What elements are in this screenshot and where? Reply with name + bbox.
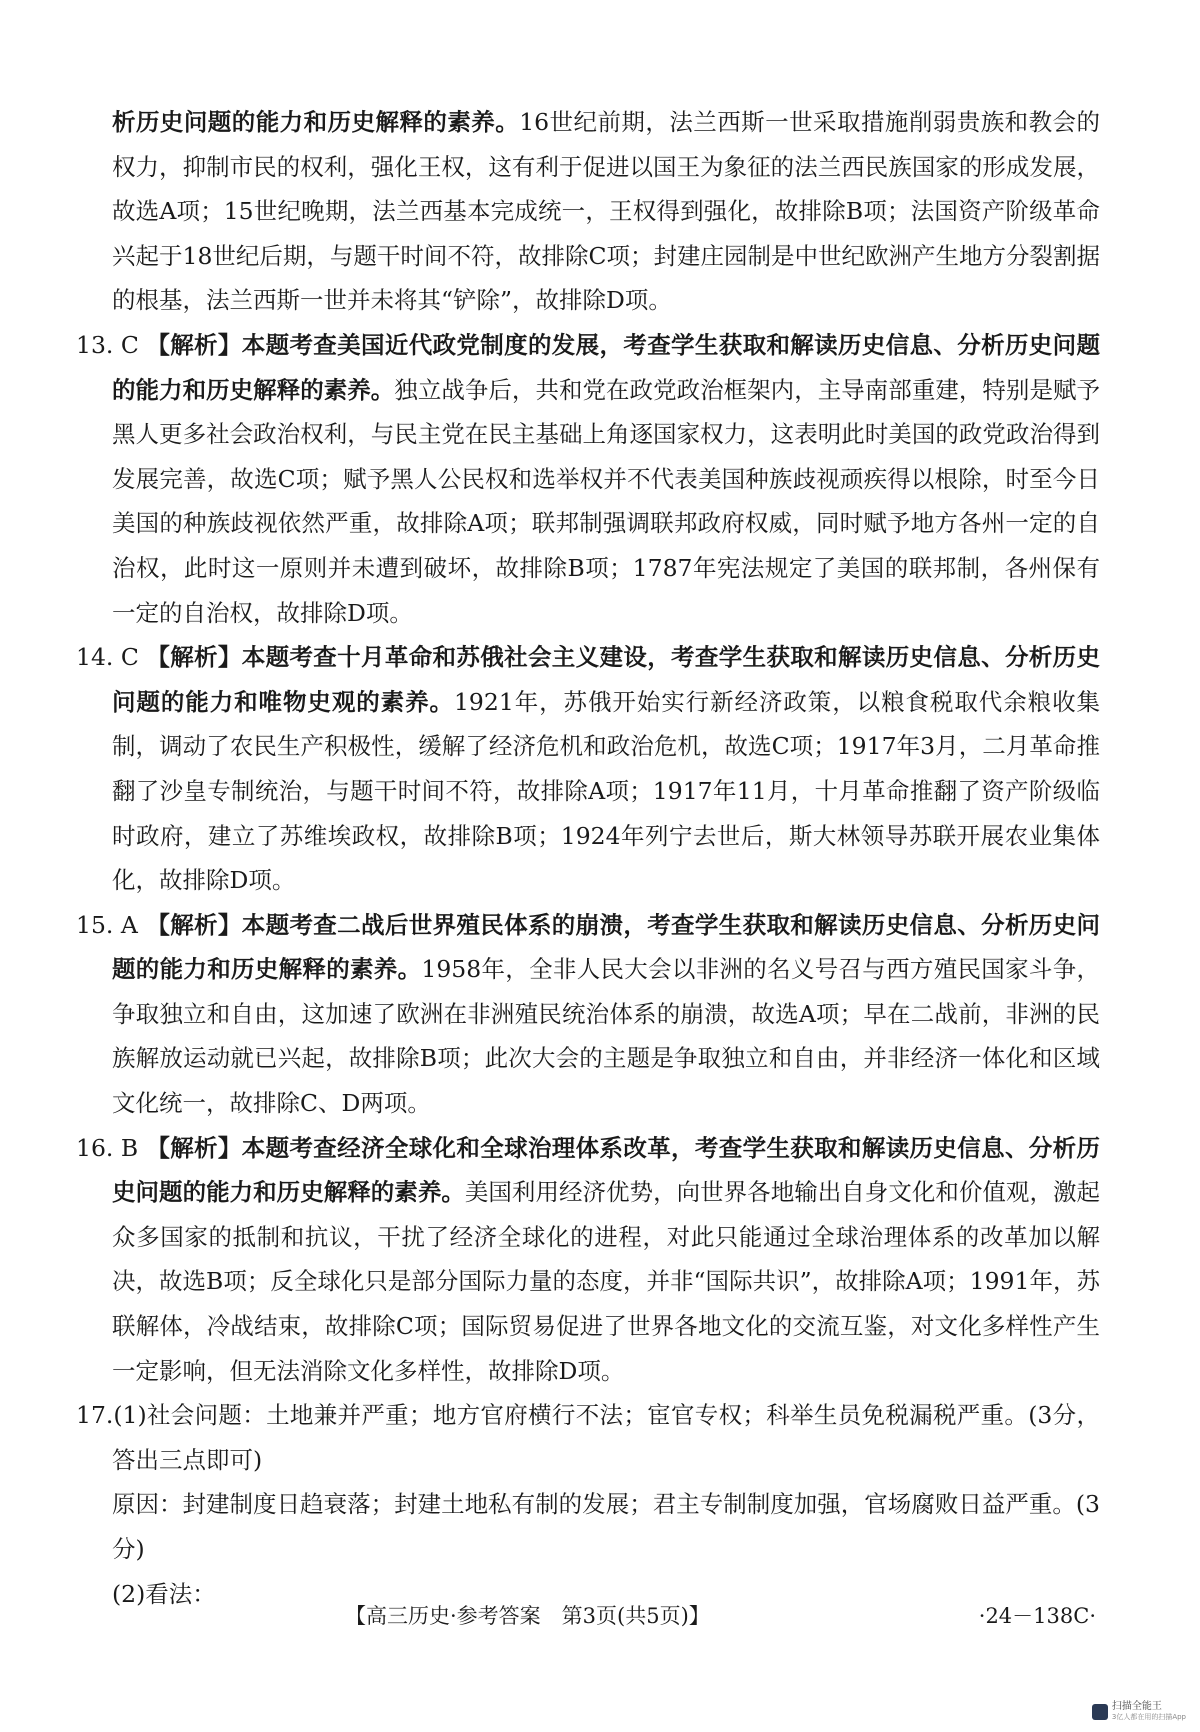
footer-paper-code: ·24－138C·: [978, 1604, 1096, 1628]
q12-continuation: [112, 100, 1100, 323]
answer-item-13: [76, 323, 1101, 635]
scanner-app-icon: [1092, 1704, 1108, 1720]
answer-analysis-body: 美国利用经济优势，向世界各地输出自身文化和价值观，激起众多国家的抵制和抗议，干扰了经济全球化的进程，对此只能通过全球治理体系的改革加以解决，故选B项；反全球化只是部分国际力量的态度，并非“国际共识”，故排除A项；1991年，苏联解体，冷战结束，故排除C项；国际贸易促进了世界各地文化的交流互鉴，对文化多样性产生一定影响，但无法消除文化多样性，故排除D项。: [112, 1178, 1101, 1385]
answer-number: 13. C: [76, 330, 139, 359]
q12-analysis-heading: 析历史问题的能力和历史解释的素养。: [112, 108, 520, 136]
page-footer: [0, 1598, 1200, 1634]
scanner-watermark: [1092, 1702, 1186, 1722]
footer-page-info: 【高三历史·参考答案 第3页(共5页)】: [345, 1604, 710, 1628]
answer-item-17: [76, 1393, 1100, 1482]
answer-analysis-heading: 【解析】本题考查经济全球化和全球治理体系改革，考查学生获取和解读历史信息、分析历史问题的能力和历史解释的素养。: [112, 1133, 1100, 1207]
answer-number: 14. C: [76, 643, 139, 672]
q17-part1: (1)社会问题：土地兼并严重；地方官府横行不法；宦官专权；科举生员免税漏税严重。(3分，答出三点即可): [112, 1401, 1100, 1474]
answer-analysis-heading: 【解析】本题考查美国近代政党制度的发展，考查学生获取和解读历史信息、分析历史问题的能力和历史解释的素养。: [112, 330, 1100, 404]
q17-reason: 原因：封建制度日趋衰落；封建土地私有制的发展；君主专制制度加强，官场腐败日益严重。(3分): [112, 1490, 1100, 1563]
answer-number: 15. A: [76, 910, 138, 939]
scanner-watermark-subtitle: 3亿人都在用的扫描App: [1111, 1713, 1186, 1721]
answer-analysis-body: 独立战争后，共和党在政党政治框架内，主导南部重建，特别是赋予黑人更多社会政治权利，与民主党在民主基础上角逐国家权力，这表明此时美国的政党政治得到发展完善，故选C项；赋予黑人公民权和选举权并不代表美国种族歧视顽疾得以根除，时至今日美国的种族歧视依然严重，故排除A项；联邦制强调联邦政府权威，同时赋予地方各州一定的自治权，此时这一原则并未遭到破坏，故排除B项；1787年宪法规定了美国的联邦制，各州保有一定的自治权，故排除D项。: [112, 375, 1101, 627]
answer-item-14: [76, 635, 1100, 903]
answer-item-16: [76, 1126, 1101, 1394]
answer-analysis-heading: 【解析】本题考查十月革命和苏俄社会主义建设，考查学生获取和解读历史信息、分析历史问题的能力和唯物史观的素养。: [112, 643, 1100, 716]
answer-number: 17.: [76, 1401, 114, 1430]
answer-number: 16. B: [76, 1133, 139, 1162]
scanner-watermark-text: [1112, 1702, 1186, 1722]
answer-analysis-heading: 【解析】本题考查二战后世界殖民体系的崩溃，考查学生获取和解读历史信息、分析历史问题的能力和历史解释的素养。: [112, 910, 1100, 984]
q17-part2: (2)看法：: [112, 1579, 216, 1608]
answer-analysis-body: 1921年，苏俄开始实行新经济政策，以粮食税取代余粮收集制，调动了农民生产积极性，缓解了经济危机和政治危机，故选C项；1917年3月，二月革命推翻了沙皇专制统治，与题干时间不符，故排除A项；1917年11月，十月革命推翻了资产阶级临时政府，建立了苏维埃政权，故排除B项；1924年列宁去世后，斯大林领导苏联开展农业集体化，故排除D项。: [112, 687, 1100, 895]
q12-analysis-body: 16世纪前期，法兰西斯一世采取措施削弱贵族和教会的权力，抑制市民的权利，强化王权，这有利于促进以国王为象征的法兰西民族国家的形成发展，故选A项；15世纪晚期，法兰西基本完成统一，王权得到强化，故排除B项；法国资产阶级革命兴起于18世纪后期，与题干时间不符，故排除C项；封建庄园制是中世纪欧洲产生地方分裂割据的根基，法兰西斯一世并未将其“铲除”，故排除D项。: [112, 108, 1101, 315]
scanner-watermark-title: 扫描全能王: [1111, 1701, 1162, 1712]
answer-item-15: [76, 903, 1101, 1126]
answer-content: [76, 100, 1101, 1616]
answer-analysis-body: 1958年，全非人民大会以非洲的名义号召与西方殖民国家斗争，争取独立和自由，这加速了欧洲在非洲殖民统治体系的崩溃，故选A项；早在二战前，非洲的民族解放运动就已兴起，故排除B项；此次大会的主题是争取独立和自由，并非经济一体化和区域文化统一，故排除C、D两项。: [112, 955, 1101, 1118]
